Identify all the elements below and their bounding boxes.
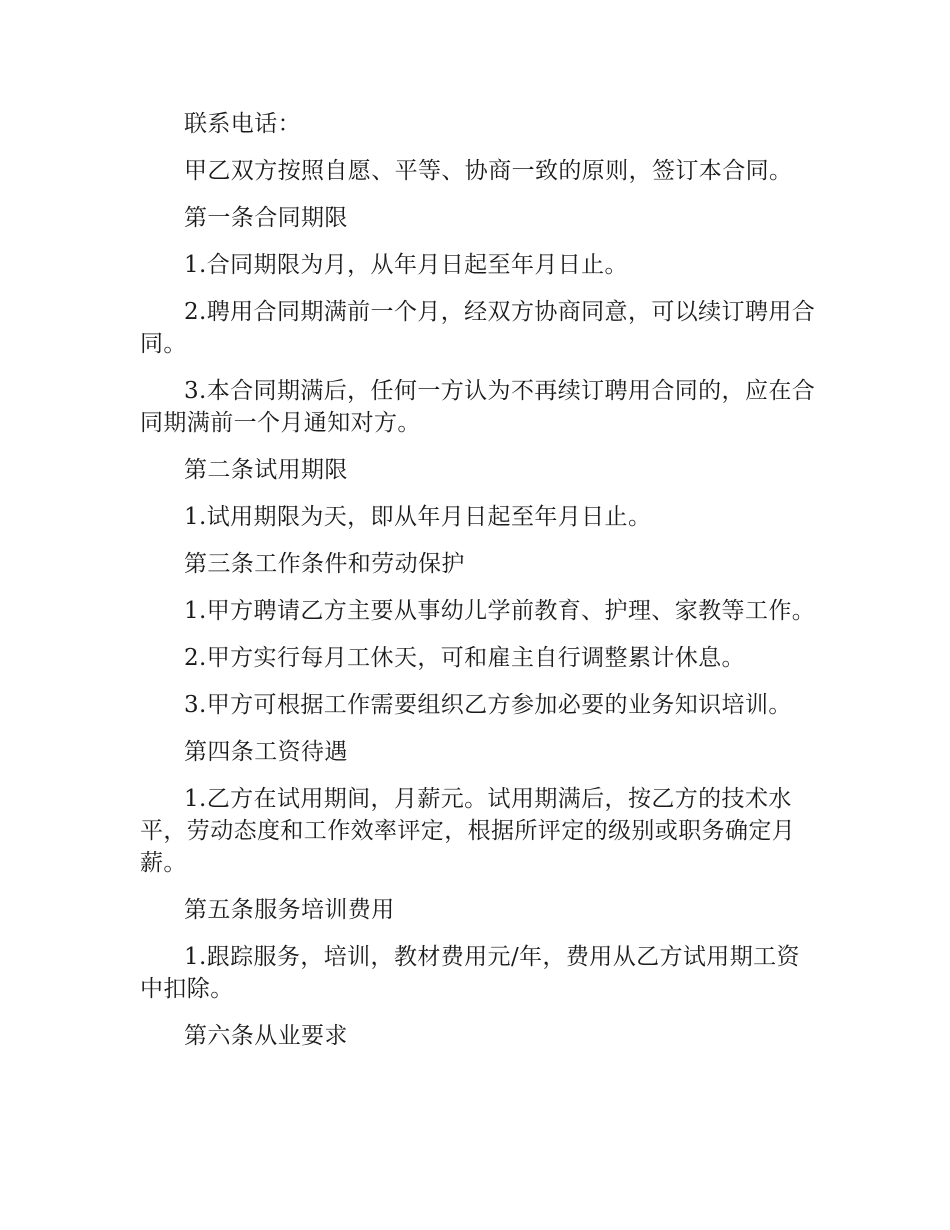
article-5-heading: 第五条服务培训费用 <box>184 897 395 923</box>
article-2-clause-1: 1.试用期限为天，即从年月日起至年月日止。 <box>184 504 652 530</box>
contact-phone-line: 联系电话： <box>184 111 301 137</box>
article-5-clause-1: 1.跟踪服务，培训，教材费用元/年，费用从乙方试用期工资中扣除。 <box>140 944 800 1002</box>
article-3-clause-2: 2.甲方实行每月工休天，可和雇主自行调整累计休息。 <box>184 645 745 671</box>
article-2-heading: 第二条试用期限 <box>184 457 348 483</box>
article-3-clause-1: 1.甲方聘请乙方主要从事幼儿学前教育、护理、家教等工作。 <box>184 598 816 624</box>
article-1-clause-2: 2.聘用合同期满前一个月，经双方协商同意，可以续订聘用合同。 <box>140 299 816 357</box>
article-3-clause-3: 3.甲方可根据工作需要组织乙方参加必要的业务知识培训。 <box>184 692 792 718</box>
article-6-heading: 第六条从业要求 <box>184 1023 348 1049</box>
article-1-clause-3: 3.本合同期满后，任何一方认为不再续订聘用合同的，应在合同期满前一个月通知对方。 <box>140 378 816 436</box>
article-1-heading: 第一条合同期限 <box>184 205 348 231</box>
article-1-clause-1: 1.合同期限为月，从年月日起至年月日止。 <box>184 252 628 278</box>
article-4-heading: 第四条工资待遇 <box>184 739 348 765</box>
document-page <box>140 108 820 1067</box>
preamble-paragraph: 甲乙双方按照自愿、平等、协商一致的原则，签订本合同。 <box>184 158 793 184</box>
article-4-clause-1: 1.乙方在试用期间，月薪元。试用期满后，按乙方的技术水平，劳动态度和工作效率评定，根据所评定的级别或职务确定月薪。 <box>140 786 796 876</box>
article-3-heading: 第三条工作条件和劳动保护 <box>184 551 465 577</box>
